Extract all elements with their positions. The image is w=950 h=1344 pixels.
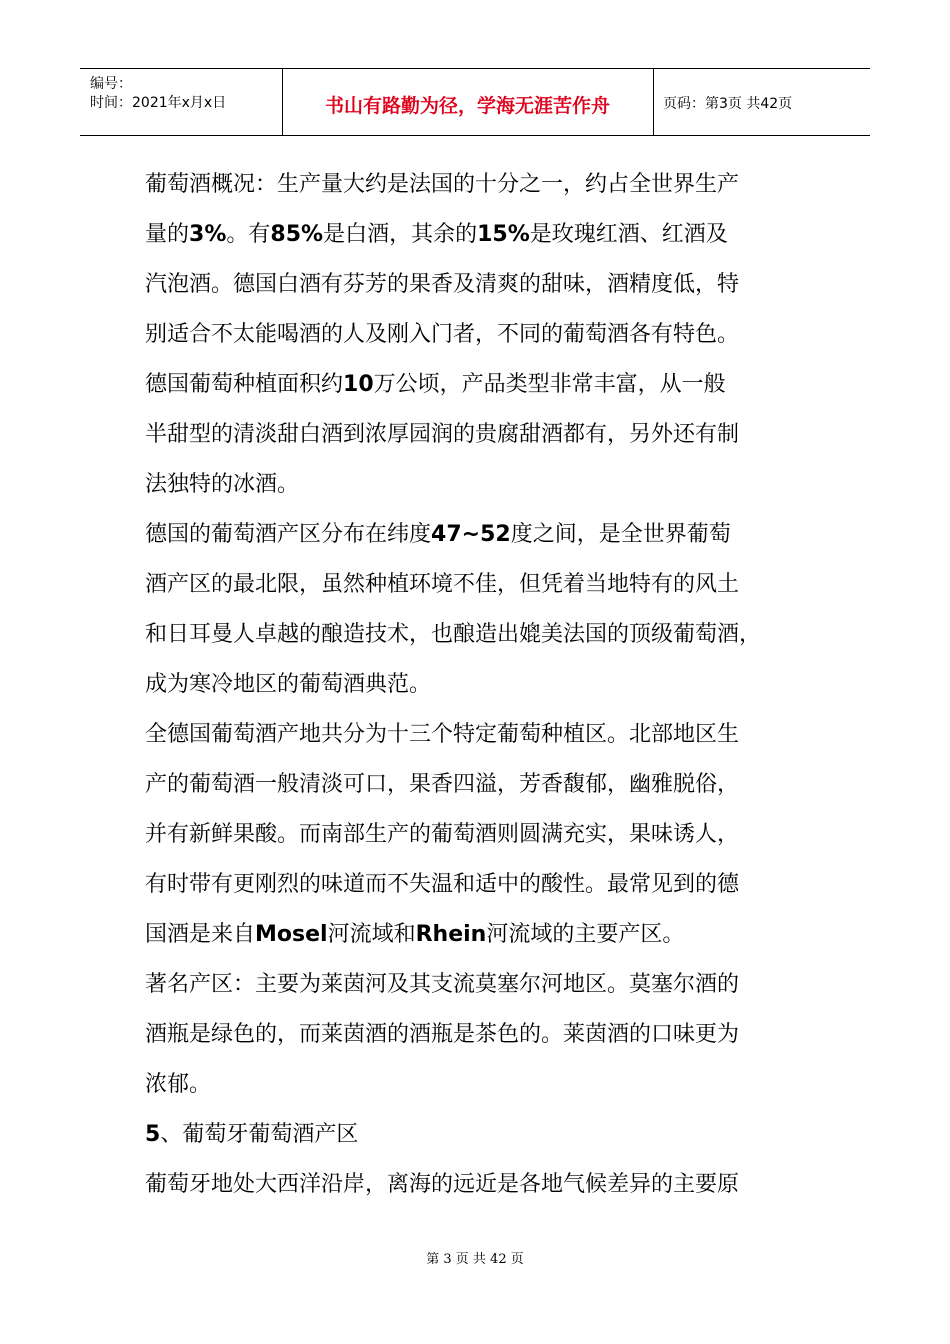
- body-line: 浓郁。: [145, 1072, 212, 1097]
- page-info: 页码：第3页 共42页: [663, 96, 793, 112]
- header-motto-cell: [282, 69, 654, 135]
- number-label: 编号：: [90, 76, 132, 92]
- body-line: 和日耳曼人卓越的酿造技术，也酿造出媲美法国的顶级葡萄酒，: [145, 622, 762, 647]
- body-line: 酒产区的最北限，虽然种植环境不佳，但凭着当地特有的风土: [145, 572, 740, 597]
- page-footer: 第 3 页 共 42 页: [426, 1252, 524, 1267]
- body-line: 成为寒冷地区的葡萄酒典范。: [145, 672, 432, 697]
- body-line: 全德国葡萄酒产地共分为十三个特定葡萄种植区。北部地区生: [145, 722, 740, 747]
- body-line: 著名产区：主要为莱茵河及其支流莫塞尔河地区。莫塞尔酒的: [145, 972, 740, 997]
- body-line: 葡萄酒概况：生产量大约是法国的十分之一，约占全世界生产: [145, 172, 740, 197]
- header-info-cell: [80, 69, 283, 135]
- body-line: 葡萄牙地处大西洋沿岸，离海的远近是各地气候差异的主要原: [145, 1172, 740, 1197]
- body-line: 有时带有更刚烈的味道而不失温和适中的酸性。最常见到的德: [145, 872, 740, 897]
- header-page-cell: [653, 69, 870, 135]
- body-line: 法独特的冰酒。: [145, 472, 300, 497]
- time-label: 时间：2021年x月x日: [90, 95, 227, 111]
- body-line: 别适合不太能喝酒的人及刚入门者，不同的葡萄酒各有特色。: [145, 322, 740, 347]
- section-heading: 5、葡萄牙葡萄酒产区: [145, 1122, 359, 1147]
- body-line: 量的3%。有85%是白酒，其余的15%是玫瑰红酒、红酒及: [145, 222, 728, 247]
- body-line: 酒瓶是绿色的，而莱茵酒的酒瓶是茶色的。莱茵酒的口味更为: [145, 1022, 740, 1047]
- body-line: 半甜型的清淡甜白酒到浓厚园润的贵腐甜酒都有，另外还有制: [145, 422, 740, 447]
- body-line: 产的葡萄酒一般清淡可口，果香四溢，芳香馥郁，幽雅脱俗，: [145, 772, 740, 797]
- document-body: [145, 160, 845, 1210]
- body-line: 德国葡萄种植面积约10万公顷，产品类型非常丰富，从一般: [145, 372, 726, 397]
- page-header: [80, 68, 870, 136]
- body-line: 汽泡酒。德国白酒有芬芳的果香及清爽的甜味，酒精度低，特: [145, 272, 740, 297]
- body-line: 德国的葡萄酒产区分布在纬度47~52度之间，是全世界葡萄: [145, 522, 731, 547]
- body-line: 并有新鲜果酸。而南部生产的葡萄酒则圆满充实，果味诱人，: [145, 822, 740, 847]
- motto-text: 书山有路勤为径，学海无涯苦作舟: [324, 95, 610, 117]
- body-line: 国酒是来自Mosel河流域和Rhein河流域的主要产区。: [145, 922, 685, 947]
